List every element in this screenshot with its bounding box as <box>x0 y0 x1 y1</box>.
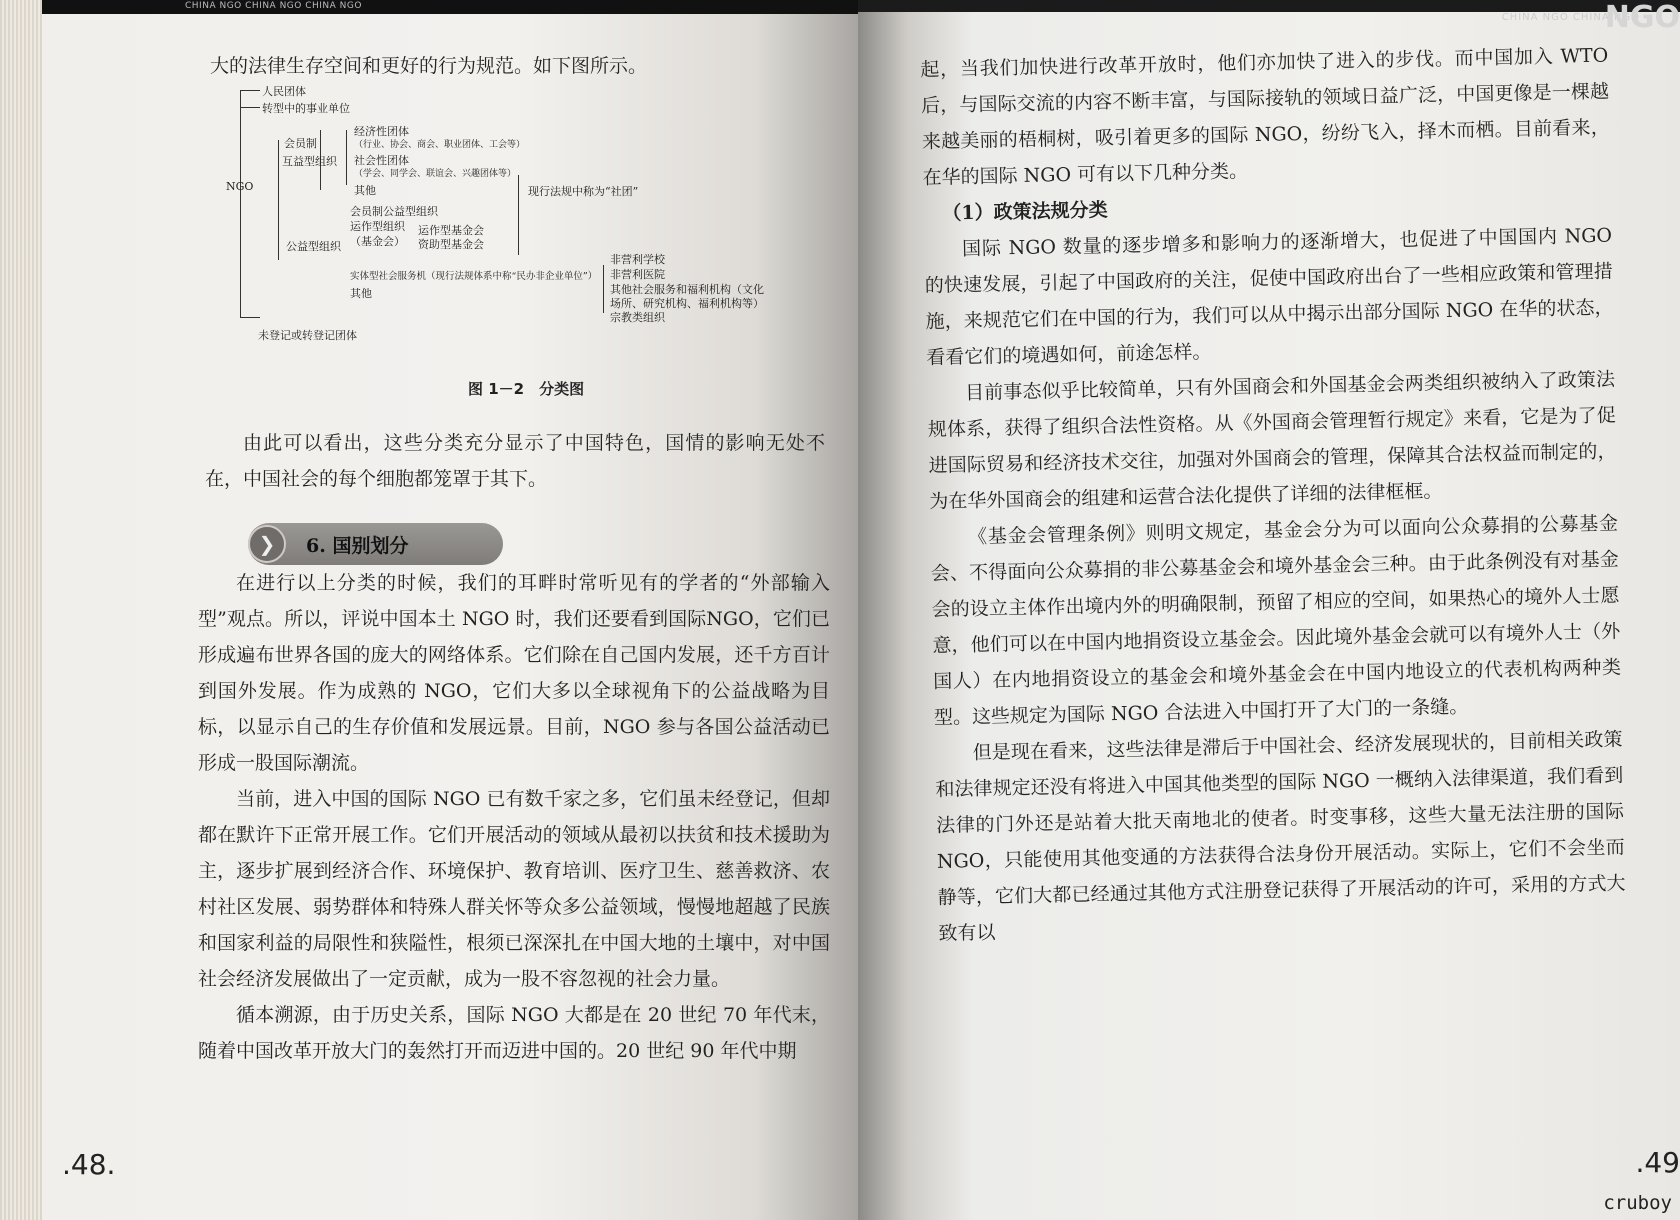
diagram-line <box>240 317 260 318</box>
node-transforming-unit: 转型中的事业单位 <box>262 102 350 115</box>
arrow-right-icon: ❯ <box>248 525 286 563</box>
diagram-line <box>240 90 260 91</box>
paragraph: 在进行以上分类的时候，我们的耳畔时常听见有的学者的“外部输入型”观点。所以，评说中国本土 NGO 时，我们还要看到国际NGO，它们已形成遍布世界各国的庞大的网络体系。它们除在自己国内发展，还千方百计到国外发展。作为成熟的 NGO，它们大多以全球视角下的公益战略为目标，以显示自己的生存价值和发展远景。目前，NGO 参与各国公益活动已形成一股国际潮流。 <box>198 572 830 774</box>
node-nonprofit-school: 非营利学校 <box>610 253 665 266</box>
node-operational: 运作型组织 <box>350 220 405 233</box>
classification-diagram <box>226 85 838 355</box>
node-unregistered: 未登记或转登记团体 <box>258 329 357 342</box>
ngo-logo: NGO <box>1604 0 1680 35</box>
section-title: 6. 国别划分 <box>306 535 409 557</box>
paragraph: 当前，进入中国的国际 NGO 已有数千家之多，它们虽未经登记，但却都在默许下正常开展工作。它们开展活动的领域从最初以扶贫和技术援助为主，逐步扩展到经济合作、环境保护、教育培训、医疗卫生、慈善救济、农村社区发展、弱势群体和特殊人群关怀等众多公益领域，慢慢地超越了民族和国家利益的局限性和狭隘性，根须已深深扎在中国大地的土壤中，对中国社会经济发展做出了一定贡献，成为一股不容忽视的社会力量。 <box>198 788 830 990</box>
paragraph: 起，当我们加快进行改革开放时，他们亦加快了进入的步伐。而中国加入 WTO 后，与国际交流的内容不断丰富，与国际接轨的领域日益广泛，中国更像是一棵越来越美丽的梧桐树，吸引着更多的国际 NGO，纷纷飞入，择木而栖。目前看来，在华的国际 NGO 可有以下几种分类。 <box>920 44 1610 189</box>
subheading: （1）政策法规分类 <box>942 199 1108 225</box>
node-people-org: 人民团体 <box>262 85 306 98</box>
running-header: CHINA NGO CHINA NGO CHINA NGO <box>185 1 362 11</box>
node-other: 其他 <box>354 184 376 197</box>
page-number: .49 <box>1635 1146 1680 1179</box>
diagram-line <box>518 175 519 255</box>
body-text <box>198 565 830 1069</box>
node-regulation-note: 现行法规中称为“社团” <box>528 185 639 198</box>
body-text <box>920 38 1627 952</box>
watermark: cruboy <box>1603 1192 1672 1214</box>
section-heading <box>248 523 503 565</box>
diagram-line <box>240 90 241 318</box>
diagram-line <box>346 130 347 185</box>
node-economic: 经济性团体 <box>354 125 409 138</box>
node-member-welfare: 会员制公益型组织 <box>350 205 438 218</box>
page-edge <box>0 0 42 1220</box>
diagram-line <box>278 140 279 260</box>
node-social: 社会性团体 <box>354 154 409 167</box>
paragraph: 国际 NGO 数量的逐步增多和影响力的逐渐增大，也促进了中国国内 NGO 的快速发展，引起了中国政府的关注，促使中国政府出台了一些相应政策和管理措施，来规范它们在中国的行为，我们可以从中揭示出部分国际 NGO 在华的状态，看看它们的境遇如何，前途怎样。 <box>924 224 1614 369</box>
node-other-services: 其他社会服务和福利机构（文化 <box>610 283 764 296</box>
node-entity-service: 实体型社会服务机（现行法规体系中称“民办非企业单位”） <box>350 271 598 282</box>
node-mutual: 互益型组织 <box>282 155 337 168</box>
intro-paragraph <box>210 48 820 84</box>
node-religious: 宗教类组织 <box>610 311 665 324</box>
diagram-line <box>603 265 604 313</box>
node-social-note: （学会、同学会、联谊会、兴趣团体等） <box>354 169 517 179</box>
right-page <box>858 0 1680 1220</box>
diagram-line <box>240 107 260 108</box>
header-bar <box>858 0 1680 12</box>
node-grant-foundation: 资助型基金会 <box>418 238 484 251</box>
node-other-services-cont: 场所、研究机构、福利机构等） <box>610 297 764 310</box>
running-header: CHINA NGO CHINA NGO <box>1501 12 1640 23</box>
node-op-foundation: 运作型基金会 <box>418 224 484 237</box>
body-text <box>205 425 825 497</box>
paragraph: 但是现在看来，这些法律是滞后于中国社会、经济发展现状的，目前相关政策和法律规定还没有将进入中国其他类型的国际 NGO 一概纳入法律渠道，我们看到法律的门外还是站着大批天南地北的使者。时变事移，这些大量无法注册的国际 NGO，只能使用其他变通的方法获得合法身份开展活动。实际上，它们不会坐而静等，它们大都已经通过其他方式注册登记获得了开展活动的许可，采用的方式大致有以 <box>935 728 1626 945</box>
page-number: .48. <box>62 1148 116 1181</box>
paragraph: 《基金会管理条例》则明文规定，基金会分为可以面向公众募捐的公募基金会、不得面向公众募捐的非公募基金会和境外基金会三种。由于此条例没有对基金会的设立主体作出境内外的明确限制，预留了相应的空间，如果热心的境外人士愿意，他们可以在中国内地捐资设立基金会。因此境外基金会就可以有境外人士（外国人）在内地捐资设立的基金会和境外基金会在中国内地设立的代表机构两种类型。这些规定为国际 NGO 合法进入中国打开了大门的一条缝。 <box>930 512 1622 729</box>
paragraph: 目前事态似乎比较简单，只有外国商会和外国基金会两类组织被纳入了政策法规体系，获得了组织合法性资格。从《外国商会管理暂行规定》来看，它是为了促进国际贸易和经济技术交往，加强对外国商会的管理，保障其合法权益而制定的，为在华外国商会的组建和运营合法化提供了详细的法律框框。 <box>927 368 1617 513</box>
node-other-2: 其他 <box>350 287 372 300</box>
node-foundation: （基金会） <box>350 235 405 248</box>
paragraph: 大的法律生存空间和更好的行为规范。如下图所示。 <box>210 55 648 77</box>
figure-caption: 图 1－2 分类图 <box>468 380 585 398</box>
node-economic-note: （行业、协会、商会、职业团体、工会等） <box>354 140 526 150</box>
node-public-welfare: 公益型组织 <box>286 240 341 253</box>
header-bar <box>42 0 858 14</box>
node-ngo-root: NGO <box>226 180 254 193</box>
paragraph: 由此可以看出，这些分类充分显示了中国特色，国情的影响无处不在，中国社会的每个细胞都笼罩于其下。 <box>205 432 825 490</box>
node-member: 会员制 <box>284 137 317 150</box>
paragraph: 循本溯源，由于历史关系，国际 NGO 大都是在 20 世纪 70 年代末，随着中国改革开放大门的轰然打开而迈进中国的。20 世纪 90 年代中期 <box>198 1004 830 1062</box>
node-nonprofit-hospital: 非营利医院 <box>610 268 665 281</box>
